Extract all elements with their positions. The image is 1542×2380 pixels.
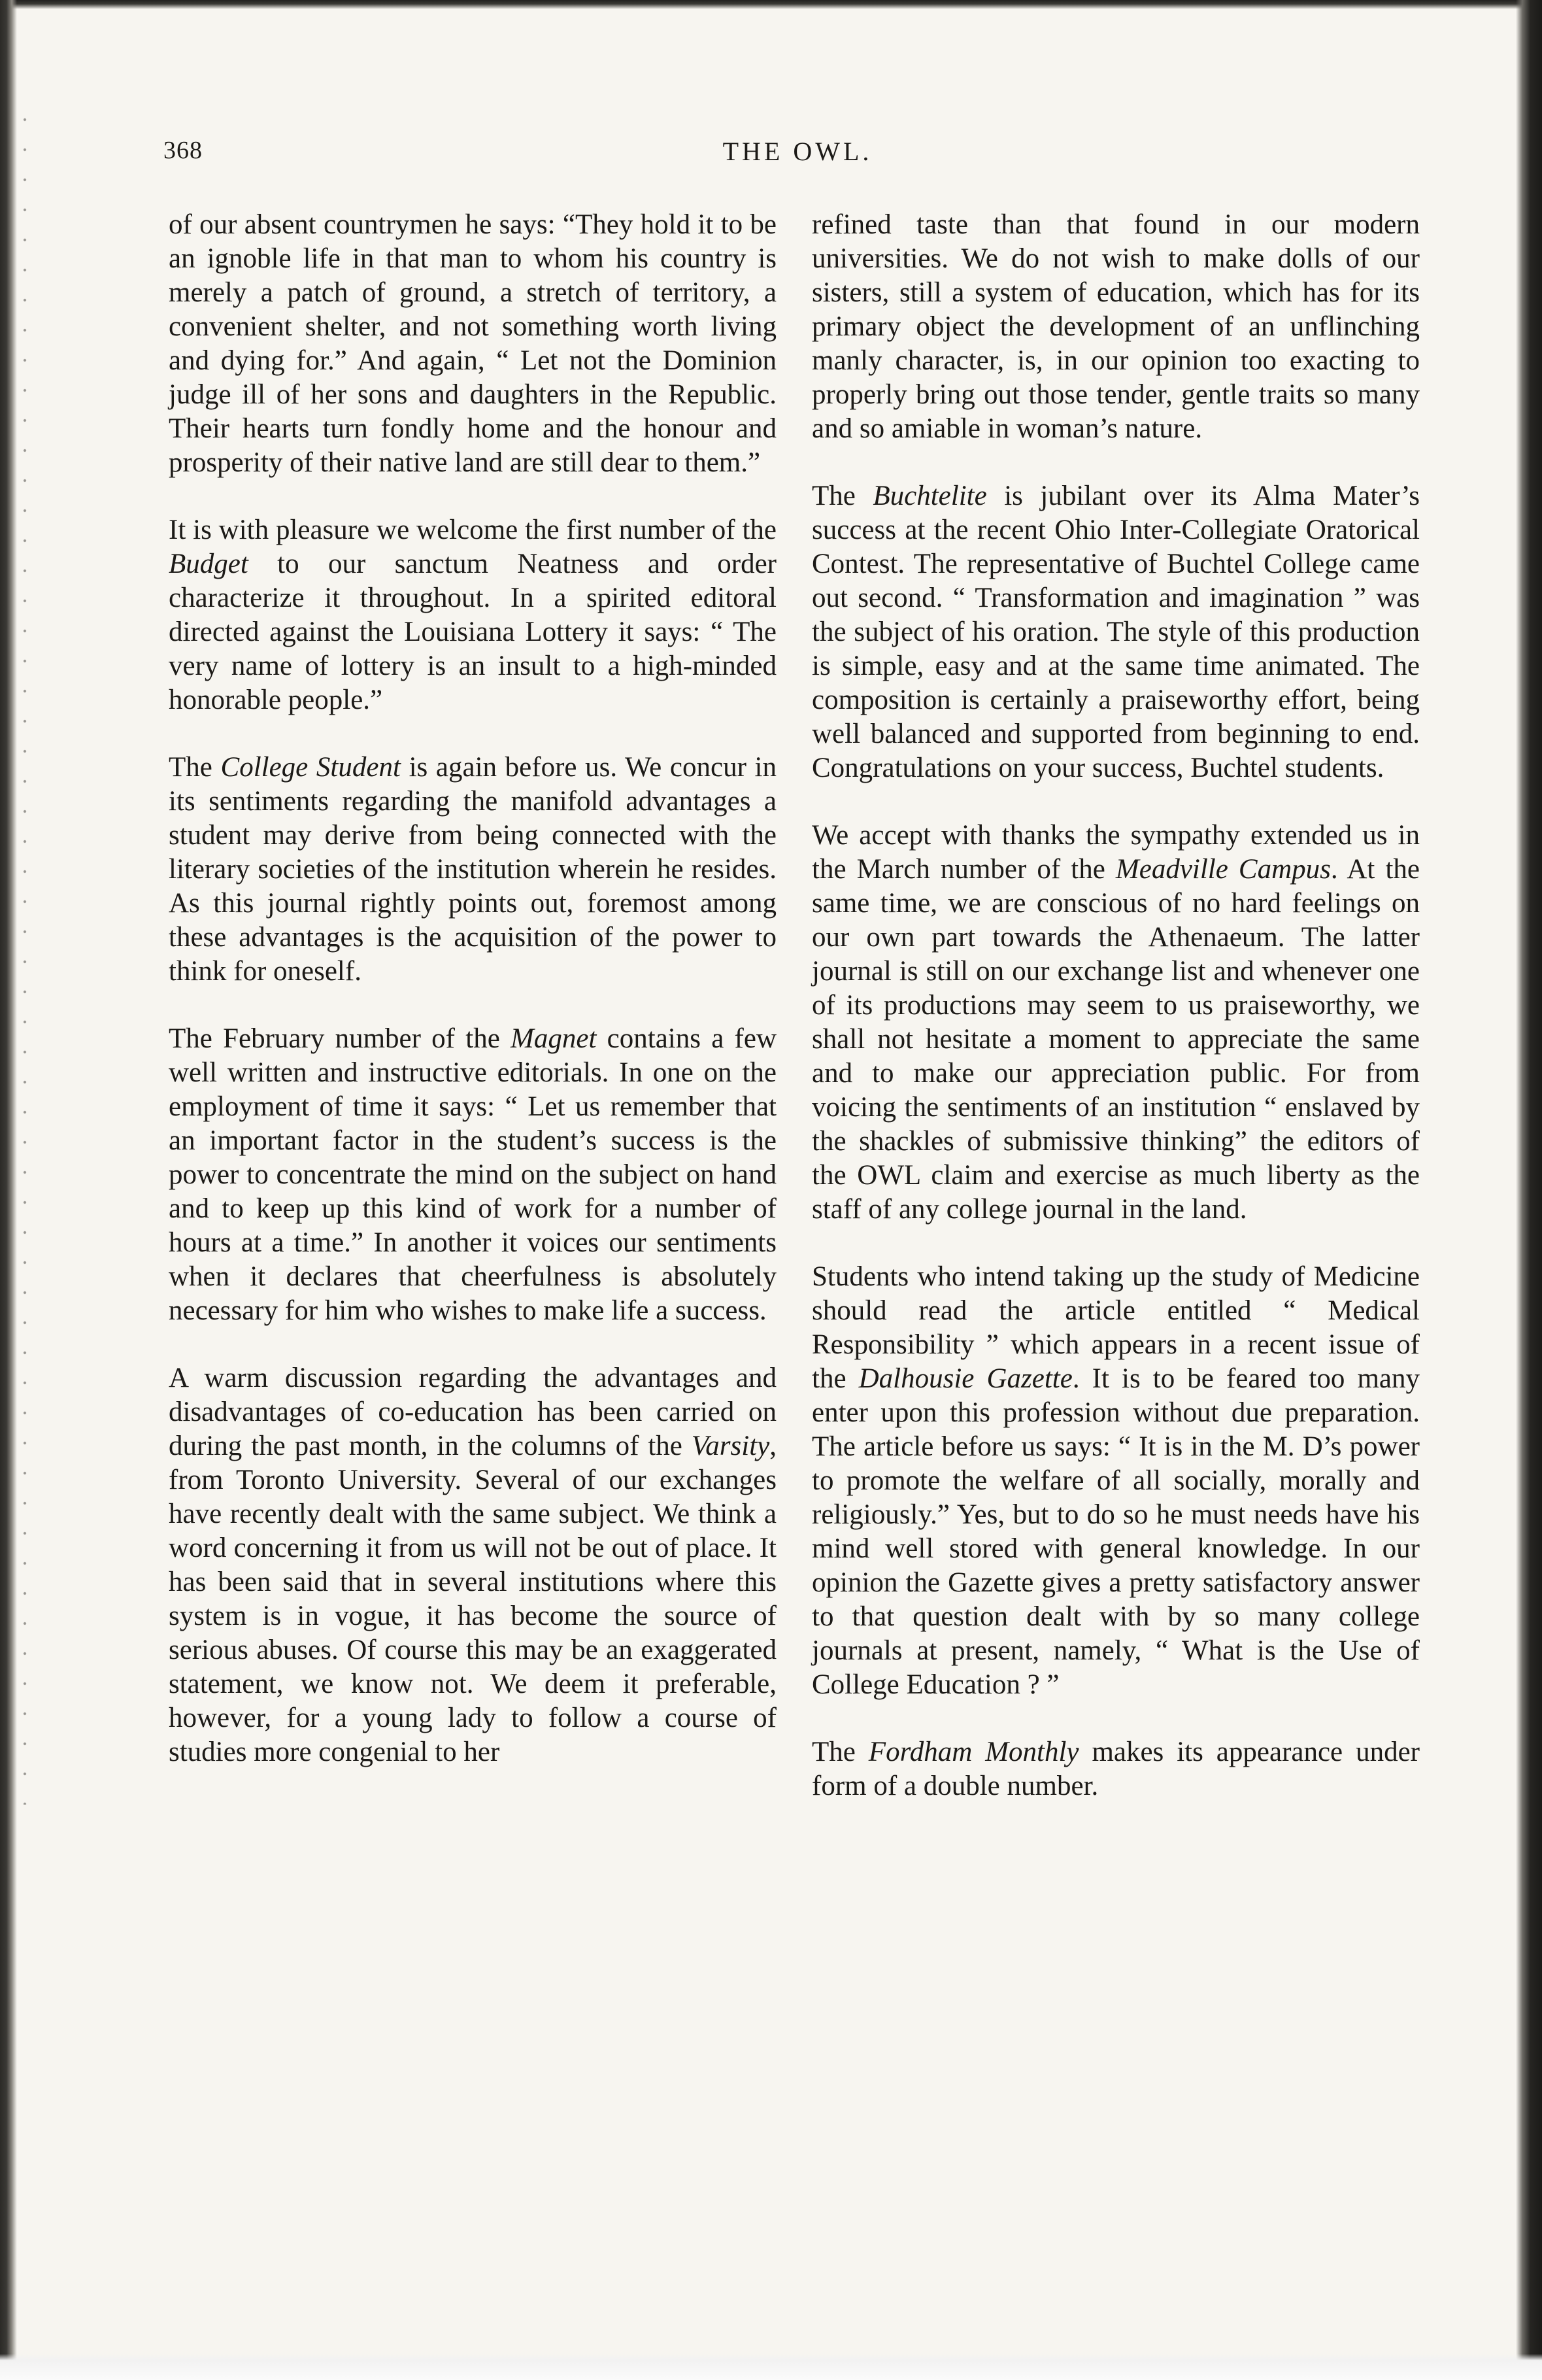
scan-edge-bottom — [0, 2354, 1542, 2380]
text-run: The — [812, 1737, 869, 1767]
paragraph — [812, 1735, 1420, 1803]
journal-title: Dalhousie Gazette — [858, 1363, 1073, 1394]
text-run: Students who intend taking up the study of Medicine should read the article entitled “ Medical Responsibility ” which appears in a recent issue of the — [812, 1261, 1420, 1394]
paragraph — [812, 1260, 1420, 1702]
paragraph — [169, 1022, 777, 1328]
journal-title: Fordham Monthly — [868, 1737, 1079, 1767]
text-run: The February number of the — [169, 1023, 511, 1054]
journal-title: Magnet — [511, 1023, 597, 1054]
scan-specks — [22, 105, 27, 1805]
text-run: We accept with thanks the sympathy extended us in the March number of the — [812, 820, 1420, 885]
paragraph — [812, 208, 1420, 446]
journal-title: Budget — [169, 549, 248, 579]
text-run: A warm discussion regarding the advantages and disadvantages of co-education has been carried on during the past month, in the columns of the — [169, 1363, 777, 1461]
paragraph — [169, 751, 777, 989]
right-column — [812, 208, 1420, 1803]
scan-edge-right — [1516, 0, 1542, 2380]
text-run: The — [812, 481, 873, 511]
page-number: 368 — [163, 137, 203, 164]
text-run: . At the same time, we are conscious of no hard feelings on our own part towards the Athenaeum. The latter journal is still on our exchange list and whenever one of its productions may seem to us praiseworthy, we shall not hesitate a moment to appreciate the same and to make our appreciation public. For from voicing the sentiments of an institution “ enslaved by the shackles of submissive thinking” the editors of the OWL claim and exercise as much liberty as the staff of any college journal in the land. — [812, 854, 1420, 1225]
text-run: to our sanctum Neatness and order characterize it throughout. In a spirited editoral directed against the Louisiana Lottery it says: “ The very name of lottery is an insult to a high-minded honorable people.” — [169, 549, 777, 715]
text-run: makes its appearance under form of a double number. — [812, 1737, 1420, 1801]
paragraph — [812, 479, 1420, 785]
text-run: It is with pleasure we welcome the first number of the — [169, 515, 777, 545]
left-column — [169, 208, 777, 1769]
paragraph — [169, 208, 777, 480]
journal-title: Varsity — [691, 1431, 770, 1461]
text-run: refined taste than that found in our modern universities. We do not wish to make dolls of our sisters, still a system of education, which has for its primary object the development of an unflinching manly character, is, in our opinion too exacting to properly bring out those tender, gentle traits so many and so amiable in woman’s nature. — [812, 209, 1420, 444]
scan-edge-top — [0, 0, 1542, 9]
paragraph — [169, 1361, 777, 1769]
journal-title: College Student — [220, 752, 401, 783]
text-run: is again before us. We concur in its sentiments regarding the manifold advantages a student may derive from being connected with the literary societies of the institution wherein he resides. As this journal rightly points out, foremost among these advantages is the acquisition of the power to think for oneself. — [169, 752, 777, 987]
text-run: , from Toronto University. Several of our exchanges have recently dealt with the same subject. We think a word concerning it from us will not be out of place. It has been said that in several institutions where this system is in vogue, it has become the source of serious abuses. Of course this may be an exaggerated statement, we know not. We deem it preferable, however, for a young lady to follow a course of studies more congenial to her — [169, 1431, 777, 1767]
journal-title: Buchtelite — [873, 481, 987, 511]
text-run: contains a few well written and instructive editorials. In one on the employment of time it says: “ Let us remember that an important factor in the student’s success is the power to concentrate the mind on the subject on hand and to keep up this kind of work for a number of hours at a time.” In another it voices our sentiments when it declares that cheerfulness is absolutely necessary for him who wishes to make life a success. — [169, 1023, 777, 1326]
journal-title: Meadville Campus — [1115, 854, 1331, 885]
scan-edge-left — [0, 0, 17, 2380]
text-run: is jubilant over its Alma Mater’s success at the recent Ohio Inter-Collegiate Oratorical Contest. The representative of Buchtel College came out second. “ Transformation and imagination ” was the subject of his oration. The style of this production is simple, easy and at the same time animated. The composition is certainly a praiseworthy effort, being well balanced and supported from beginning to end. Congratulations on your success, Buchtel students. — [812, 481, 1420, 783]
paragraph — [812, 819, 1420, 1227]
paragraph — [169, 513, 777, 717]
text-run: . It is to be feared too many enter upon this profession without due preparation. The article before us says: “ It is in the M. D’s power to promote the welfare of all socially, morally and religiously.” Yes, but to do so he must needs have his mind well stored with general knowledge. In our opinion the Gazette gives a pretty satisfactory answer to that question dealt with by so many college journals at present, namely, “ What is the Use of College Education ? ” — [812, 1363, 1420, 1700]
text-run: The — [169, 752, 221, 783]
page-header — [163, 136, 1432, 175]
text-run: of our absent countrymen he says: “They hold it to be an ignoble life in that man to whom his country is merely a patch of ground, a stretch of territory, a convenient shelter, and not something worth living and dying for.” And again, “ Let not the Dominion judge ill of her sons and daughters in the Republic. Their hearts turn fondly home and the honour and prosperity of their native land are still dear to them.” — [169, 209, 777, 478]
running-head: THE OWL. — [722, 137, 873, 166]
